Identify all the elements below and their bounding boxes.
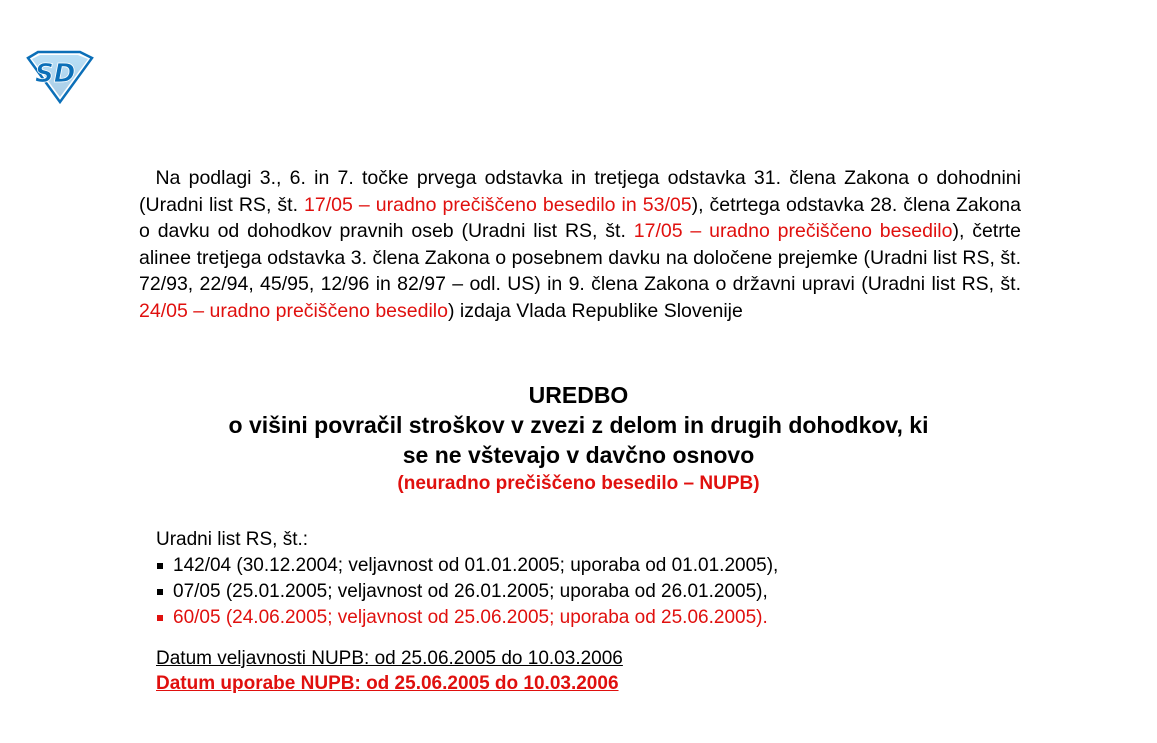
nupb-dates [156,646,623,696]
square-bullet-icon [157,615,163,621]
preamble-text-3: ), četrte alinee tretjega odstavka 3. člena Zakona o posebnem davku na določene prejemke (Uradni list RS, št. 72/93, 22/94, 45/95, 12/96 in 82/97 – odl. US) in 9. člena Zakona o državni upravi (Uradni list RS, št. [139,220,1021,295]
svg-text:SD: SD [35,59,76,89]
sd-logo-icon [22,50,96,104]
official-gazette-sources [156,527,1056,631]
preamble-ref-1: 17/05 – uradno prečiščeno besedilo in 53/05 [304,193,692,216]
source-item [156,579,1056,605]
source-item-text: 142/04 (30.12.2004; veljavnost od 01.01.2005; uporaba od 01.01.2005), [173,555,779,576]
source-item [156,605,1056,631]
validity-date: Datum veljavnosti NUPB: od 25.06.2005 do 10.03.2006 [156,648,623,669]
title-line-1: o višini povračil stroškov v zvezi z delom in drugih dohodkov, ki [228,412,929,438]
square-bullet-icon [157,589,163,595]
sources-list [156,553,1056,631]
preamble-text-1: Na podlagi 3., 6. in 7. točke prvega odstavka in tretjega odstavka 31. člena Zakona o dohodnini (Uradni list RS, št. [139,167,1021,216]
square-bullet-icon [157,563,163,569]
application-date: Datum uporabe NUPB: od 25.06.2005 do 10.03.2006 [156,673,619,694]
preamble-ref-2: 17/05 – uradno prečiščeno besedilo [633,220,953,242]
source-item-text: 60/05 (24.06.2005; veljavnost od 25.06.2005; uporaba od 25.06.2005). [173,607,768,628]
title-heading: UREDBO [528,382,629,408]
title-line-2: se ne vštevajo v davčno osnovo [402,442,755,468]
sources-heading: Uradni list RS, št.: [156,529,309,550]
decree-title [0,380,1157,498]
source-item-text: 07/05 (25.01.2005; veljavnost od 26.01.2005; uporaba od 26.01.2005), [173,581,768,602]
title-note: (neuradno prečiščeno besedilo – NUPB) [397,473,760,494]
preamble-text-2: ), četrtega odstavka 28. člena Zakona o davku od dohodkov pravnih oseb (Uradni list RS, št. [139,193,1021,242]
source-item [156,553,1056,579]
preamble-ref-3: 24/05 – uradno prečiščeno besedilo [139,299,448,322]
preamble-text-4: ) izdaja Vlada Republike Slovenije [447,299,743,322]
preamble-paragraph [139,165,1021,324]
